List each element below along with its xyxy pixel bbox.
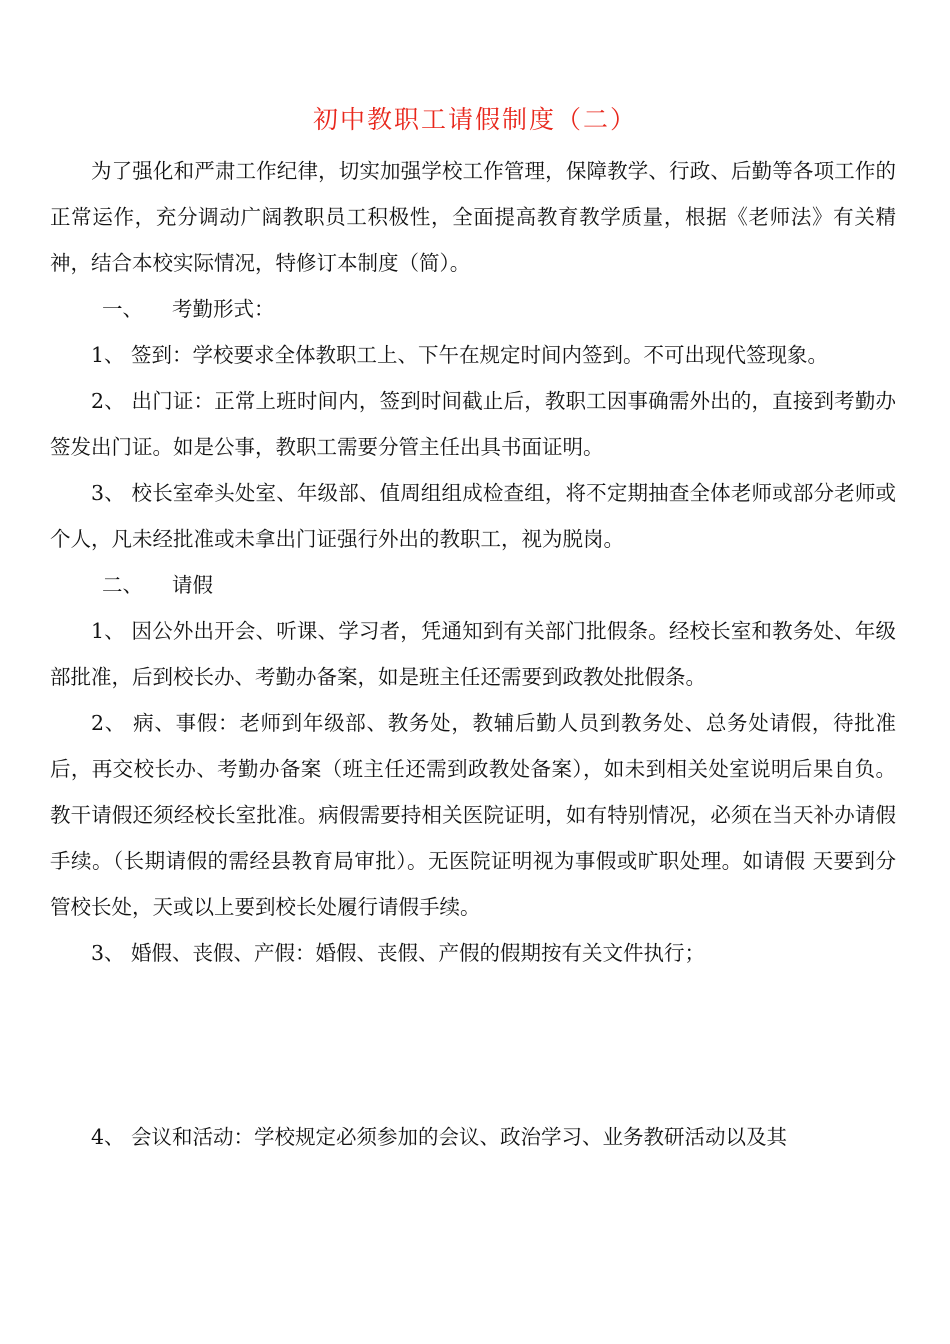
section-title: 请假 — [172, 573, 213, 597]
page-gap — [50, 976, 896, 1114]
section-title: 考勤形式： — [172, 297, 275, 321]
list-item: 1、 因公外出开会、听课、学习者，凭通知到有关部门批假条。经校长室和教务处、年级部批准，后到校长办、考勤办备案，如是班主任还需要到政教处批假条。 — [50, 619, 896, 689]
section-number: 一、 — [102, 297, 143, 321]
list-item: 4、 会议和活动：学校规定必须参加的会议、政治学习、业务教研活动以及其 — [91, 1125, 788, 1149]
document-body — [50, 148, 896, 1160]
section-heading-leave — [50, 562, 896, 608]
section-number: 二、 — [102, 573, 143, 597]
list-item: 2、 病、事假：老师到年级部、教务处，教辅后勤人员到教务处、总务处请假，待批准后，再交校长办、考勤办备案（班主任还需到政教处备案），如未到相关处室说明后果自负。教干请假还须经校长室批准。病假需要持相关医院证明，如有特别情况，必须在当天补办请假手续。（长期请假的需经县教育局审批）。无医院证明视为事假或旷职处理。如请假 天要到分管校长处，天或以上要到校长处履行请假手续。 — [50, 711, 896, 919]
list-item: 2、 出门证：正常上班时间内，签到时间截止后，教职工因事确需外出的，直接到考勤办签发出门证。如是公事，教职工需要分管主任出具书面证明。 — [50, 389, 896, 459]
section-heading-attendance — [50, 286, 896, 332]
list-item: 3、 校长室牵头处室、年级部、值周组组成检查组，将不定期抽查全体老师或部分老师或个人，凡未经批准或未拿出门证强行外出的教职工，视为脱岗。 — [50, 481, 896, 551]
intro-paragraph: 为了强化和严肃工作纪律，切实加强学校工作管理，保障教学、行政、后勤等各项工作的正常运作，充分调动广阔教职员工积极性，全面提高教育教学质量，根据《老师法》有关精神，结合本校实际情况，特修订本制度（简）。 — [50, 159, 896, 275]
list-item: 3、 婚假、丧假、产假：婚假、丧假、产假的假期按有关文件执行； — [91, 941, 706, 965]
list-item: 1、 签到：学校要求全体教职工上、下午在规定时间内签到。不可出现代签现象。 — [91, 343, 829, 367]
document-title: 初中教职工请假制度（二） — [312, 105, 637, 134]
